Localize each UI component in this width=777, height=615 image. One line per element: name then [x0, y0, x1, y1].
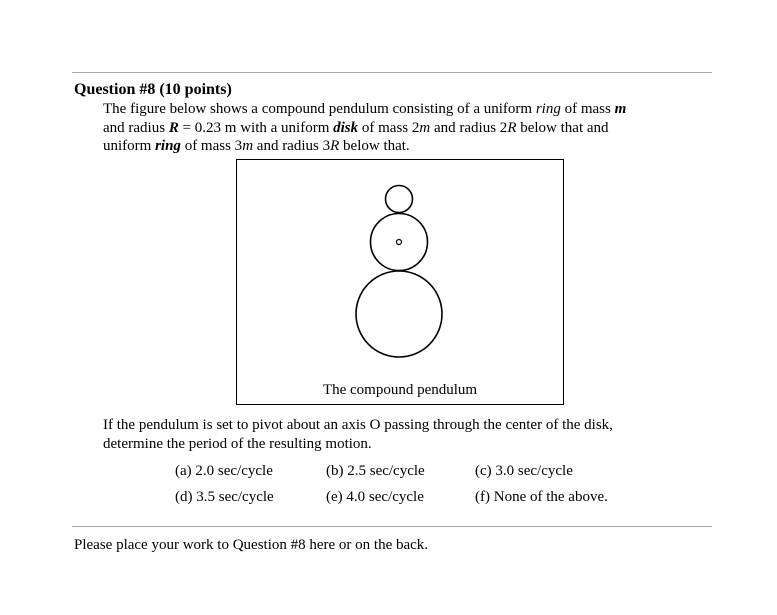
question-title: Question #8 (10 points) [74, 81, 232, 98]
footer-note: Please place your work to Question #8 here or on the back. [74, 537, 429, 553]
intro-line-3: uniform ring of mass 3m and radius 3R below that. [103, 138, 410, 154]
intro-line-1: The figure below shows a compound pendulum consisting of a uniform ring of mass m [103, 101, 627, 117]
pendulum-diagram [237, 160, 565, 406]
choice-f: (f) None of the above. [475, 489, 608, 505]
pivot-point-o [397, 240, 402, 245]
choice-d: (d) 3.5 sec/cycle [175, 489, 274, 505]
small-ring [386, 186, 413, 213]
question-intro [103, 100, 703, 156]
pendulum-figure [236, 159, 564, 405]
top-divider [72, 72, 712, 73]
prompt-line-1: If the pendulum is set to pivot about an axis O passing through the center of the disk, [103, 417, 613, 433]
figure-caption: The compound pendulum [322, 382, 478, 398]
choice-b: (b) 2.5 sec/cycle [326, 463, 425, 479]
bottom-divider [72, 526, 712, 527]
large-ring [356, 271, 442, 357]
question-prompt [103, 416, 703, 453]
disk [371, 214, 428, 271]
choice-a: (a) 2.0 sec/cycle [175, 463, 273, 479]
choice-e: (e) 4.0 sec/cycle [326, 489, 424, 505]
intro-line-2: and radius R = 0.23 m with a uniform disk of mass 2m and radius 2R below that and [103, 119, 609, 136]
choice-c: (c) 3.0 sec/cycle [475, 463, 573, 479]
prompt-line-2: determine the period of the resulting motion. [103, 435, 372, 452]
